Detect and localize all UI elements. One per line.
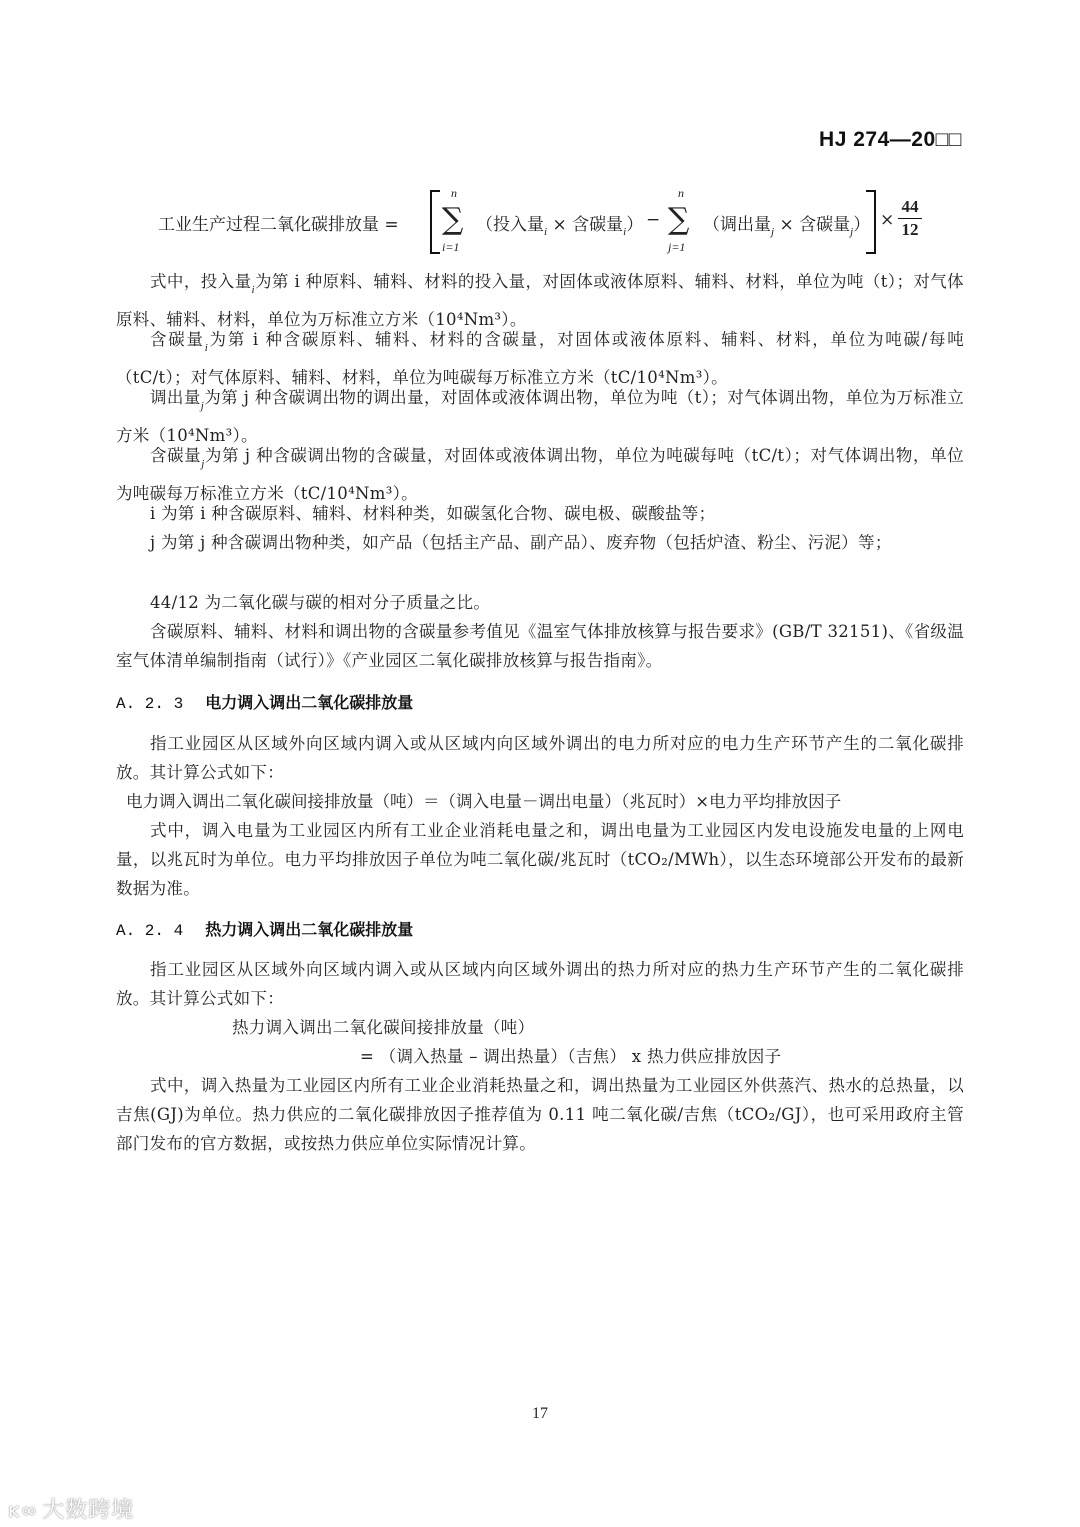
definition-input-amount: 式中，投入量$_i$为第 i 种原料、辅料、材料的投入量，对固体或液体原料、辅料、材料，单位为吨（t）；对气体原料、辅料、材料，单位为万标准立方米（10⁴Nm³）。 [116,272,964,329]
definition-carbon-content-j: 含碳量$_j$为第 j 种含碳调出物的含碳量，对固体或液体调出物，单位为吨碳每吨（tC/t）；对气体调出物，单位为吨碳每万标准立方米（tC/10⁴Nm³）。 [116,446,964,503]
minus-sign: − [646,210,661,230]
definition-ratio: 44/12 为二氧化碳与碳的相对分子质量之比。 [150,593,491,612]
section-a24-explanation: 式中，调入热量为工业园区内所有工业企业消耗热量之和，调出热量为工业园区外供蒸汽、热水的总热量，以吉焦(GJ)为单位。热力供应的二氧化碳排放因子推荐值为 0.11 吨二氧化碳/吉焦（tCO₂/GJ），也可采用政府主管部门发布的官方数据，或按热力供应单位实际情况计算。 [116,1076,964,1153]
definition-carbon-content-i: 含碳量$_i$为第 i 种含碳原料、辅料、材料的含碳量，对固体或液体原料、辅料、材料，单位为吨碳/每吨（tC/t）；对气体原料、辅料、材料，单位为吨碳每万标准立方米（tC/10⁴Nm³）。 [116,330,964,387]
definition-output-amount: 调出量$_j$为第 j 种含碳调出物的调出量，对固体或液体调出物，单位为吨（t）；对气体调出物，单位为万标准立方米（10⁴Nm³）。 [116,388,965,445]
times-sign: × [880,210,895,230]
sum1-lower: i=1 [442,240,460,254]
standard-code-header: HJ 274—20□□ [819,128,962,151]
page-number: 17 [532,1405,548,1422]
section-a23-intro: 指工业园区从区域外向区域内调入或从区域内向区域外调出的电力所对应的电力生产环节产生的二氧化碳排放。其计算公式如下： [116,734,964,782]
formula-term1: （投入量$_i$ × 含碳量$_i$） [476,215,644,238]
sum2-lower: j=1 [668,240,686,254]
watermark-logo-icon: ᴋ∞ [8,1498,39,1522]
watermark-text: 大数跨境 [42,1498,135,1523]
sum1-upper: n [451,186,457,200]
definition-j: j 为第 j 种含碳调出物种类，如产品（包括主产品、副产品）、废弃物（包括炉渣、粉尘、污泥）等； [150,533,892,552]
process-emission-formula [158,186,958,256]
formula-term2: （调出量$_j$ × 含碳量$_j$） [703,215,871,238]
heat-formula-line1: 热力调入调出二氧化碳间接排放量（吨） [232,1018,535,1037]
watermark [8,1493,134,1524]
section-heading-a23: A. 2. 3 电力调入调出二氧化碳排放量 [116,693,414,713]
right-bracket [866,190,876,254]
left-bracket [430,190,440,254]
reference-note: 含碳原料、辅料、材料和调出物的含碳量参考值见《温室气体排放核算与报告要求》(GB/T 32151)、《省级温室气体清单编制指南（试行）》《产业园区二氧化碳排放核算与报告指南》。 [116,622,964,670]
sigma-icon: ∑ [442,202,464,237]
definition-i: i 为第 i 种含碳原料、辅料、材料种类，如碳氢化合物、碳电极、碳酸盐等； [150,504,716,523]
section-heading-a24: A. 2. 4 热力调入调出二氧化碳排放量 [116,920,414,940]
section-a23-explanation: 式中，调入电量为工业园区内所有工业企业消耗电量之和，调出电量为工业园区内发电设施发电量的上网电量，以兆瓦时为单位。电力平均排放因子单位为吨二氧化碳/兆瓦时（tCO₂/MWh），以生态环境部公开发布的最新数据为准。 [116,821,964,898]
sum2-upper: n [678,186,684,200]
section-a24-intro: 指工业园区从区域外向区域内调入或从区域内向区域外调出的热力所对应的热力生产环节产生的二氧化碳排放。其计算公式如下： [116,960,964,1008]
formula-lhs: 工业生产过程二氧化碳排放量 = [158,215,399,235]
sigma-icon: ∑ [668,202,690,237]
molecular-ratio-fraction: $\frac{44}{12}$ [898,196,922,241]
electricity-formula: 电力调入调出二氧化碳间接排放量（吨）＝（调入电量－调出电量）（兆瓦时）×电力平均排放因子 [126,792,842,811]
heat-formula-line2: = （调入热量 – 调出热量）（吉焦） x 热力供应排放因子 [360,1047,782,1066]
